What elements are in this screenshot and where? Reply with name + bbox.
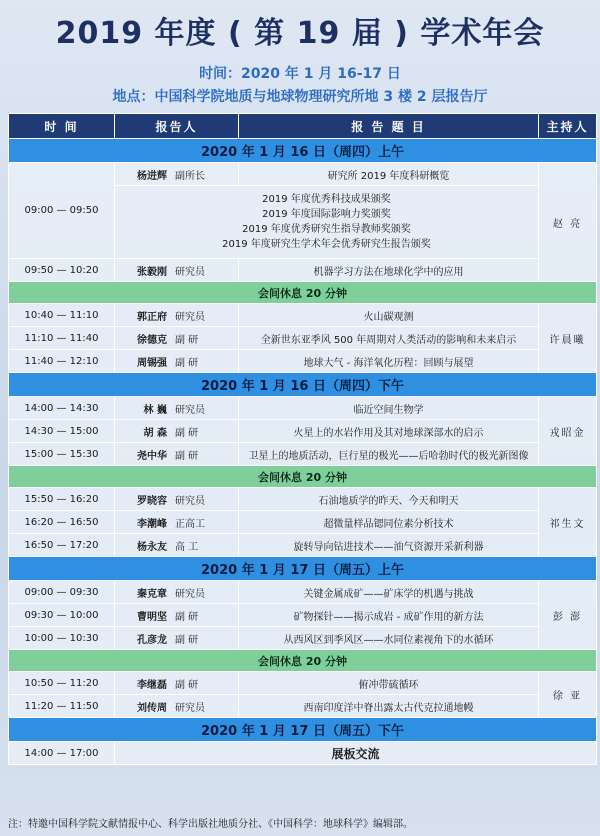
host-cell: 赵 亮 <box>539 163 597 282</box>
host-cell: 许晨曦 <box>539 304 597 373</box>
table-row <box>9 672 597 695</box>
speaker-name: 周锡强 <box>137 357 167 369</box>
speaker-rank: 研究员 <box>175 702 205 714</box>
break-row <box>9 650 597 672</box>
topic-cell: 临近空间生物学 <box>239 397 539 420</box>
topic-cell: 从西风区到季风区——水同位素视角下的水循环 <box>239 627 539 650</box>
time-cell: 15:50 — 16:20 <box>9 488 115 511</box>
time-cell: 10:00 — 10:30 <box>9 627 115 650</box>
session-header <box>9 373 597 397</box>
host-cell: 彭 澎 <box>539 581 597 650</box>
speaker-cell <box>115 581 239 604</box>
topic-cell: 矿物探针——揭示成岩 - 成矿作用的新方法 <box>239 604 539 627</box>
speaker-cell <box>115 350 239 373</box>
column-header-speaker: 报告人 <box>115 114 239 139</box>
column-header-topic: 报 告 题 目 <box>239 114 539 139</box>
topic-cell: 石油地质学的昨天、今天和明天 <box>239 488 539 511</box>
break-label: 会间休息 20 分钟 <box>9 282 597 304</box>
speaker-name: 杨永友 <box>137 541 167 553</box>
speaker-cell <box>115 695 239 718</box>
break-row <box>9 282 597 304</box>
break-row <box>9 466 597 488</box>
speaker-rank: 副 研 <box>175 357 199 369</box>
speaker-cell <box>115 259 239 282</box>
award-item: 2019 年度研究生学术年会优秀研究生报告颁奖 <box>222 239 431 250</box>
time-cell: 11:10 — 11:40 <box>9 327 115 350</box>
speaker-cell <box>115 604 239 627</box>
time-cell: 14:30 — 15:00 <box>9 420 115 443</box>
time-cell: 11:20 — 11:50 <box>9 695 115 718</box>
topic-cell: 西南印度洋中脊出露太古代克拉通地幔 <box>239 695 539 718</box>
speaker-cell <box>115 627 239 650</box>
table-row <box>9 163 597 186</box>
column-header-time: 时 间 <box>9 114 115 139</box>
awards-cell <box>115 186 539 259</box>
poster-session-cell: 展板交流 <box>115 742 597 765</box>
speaker-cell <box>115 534 239 557</box>
speaker-name: 李潮峰 <box>137 518 167 530</box>
table-row <box>9 443 597 466</box>
session-header <box>9 718 597 742</box>
topic-cell: 火星上的水岩作用及其对地球深部水的启示 <box>239 420 539 443</box>
speaker-rank: 研究员 <box>175 311 205 323</box>
speaker-rank: 研究员 <box>175 266 205 278</box>
speaker-name: 罗晓容 <box>137 495 167 507</box>
session-header <box>9 557 597 581</box>
speaker-name: 杨进辉 <box>137 170 167 182</box>
speaker-cell <box>115 511 239 534</box>
speaker-rank: 副 研 <box>175 334 199 346</box>
time-cell: 10:50 — 11:20 <box>9 672 115 695</box>
table-row <box>9 534 597 557</box>
table-row <box>9 350 597 373</box>
table-row <box>9 397 597 420</box>
topic-cell: 全新世东亚季风 500 年周期对人类活动的影响和未来启示 <box>239 327 539 350</box>
speaker-cell <box>115 397 239 420</box>
speaker-name: 郭正府 <box>137 311 167 323</box>
session-label: 2020 年 1 月 17 日（周五）上午 <box>9 557 597 581</box>
time-cell: 09:30 — 10:00 <box>9 604 115 627</box>
speaker-name: 李继磊 <box>137 679 167 691</box>
topic-cell: 关键金属成矿——矿床学的机遇与挑战 <box>239 581 539 604</box>
speaker-rank: 研究员 <box>175 495 205 507</box>
time-cell: 15:00 — 15:30 <box>9 443 115 466</box>
speaker-cell <box>115 327 239 350</box>
award-item: 2019 年度国际影响力奖颁奖 <box>262 209 391 220</box>
session-header <box>9 139 597 163</box>
topic-cell: 卫星上的地质活动，巨行星的极光——后哈勃时代的极光新图像 <box>239 443 539 466</box>
speaker-name: 张毅刚 <box>137 266 167 278</box>
table-row <box>9 259 597 282</box>
time-cell: 10:40 — 11:10 <box>9 304 115 327</box>
table-row <box>9 420 597 443</box>
table-row <box>9 627 597 650</box>
award-item: 2019 年度优秀研究生指导教师奖颁奖 <box>242 224 411 235</box>
speaker-name: 刘传周 <box>137 702 167 714</box>
topic-cell: 机器学习方法在地球化学中的应用 <box>239 259 539 282</box>
table-row <box>9 511 597 534</box>
time-cell: 09:50 — 10:20 <box>9 259 115 282</box>
table-row <box>9 742 597 765</box>
speaker-rank: 研究员 <box>175 588 205 600</box>
speaker-name: 曹明坚 <box>137 611 167 623</box>
table-row <box>9 604 597 627</box>
break-label: 会间休息 20 分钟 <box>9 650 597 672</box>
table-row <box>9 327 597 350</box>
speaker-rank: 高 工 <box>175 541 199 553</box>
speaker-cell <box>115 163 239 186</box>
topic-cell: 俯冲带硫循环 <box>239 672 539 695</box>
meeting-time: 时间：2020 年 1 月 16-17 日 <box>199 66 401 82</box>
host-cell: 戎昭金 <box>539 397 597 466</box>
session-label: 2020 年 1 月 17 日（周五）下午 <box>9 718 597 742</box>
speaker-name: 孔彦龙 <box>137 634 167 646</box>
topic-cell: 地球大气 - 海洋氧化历程：回顾与展望 <box>239 350 539 373</box>
time-cell: 14:00 — 17:00 <box>9 742 115 765</box>
table-row <box>9 304 597 327</box>
speaker-rank: 副 研 <box>175 450 199 462</box>
page-title: 2019 年度 ( 第 19 届 ) 学术年会 <box>55 16 545 51</box>
break-label: 会间休息 20 分钟 <box>9 466 597 488</box>
meeting-place: 地点：中国科学院地质与地球物理研究所地 3 楼 2 层报告厅 <box>112 89 488 105</box>
speaker-name: 尧中华 <box>137 450 167 462</box>
speaker-cell <box>115 420 239 443</box>
speaker-rank: 副 研 <box>175 634 199 646</box>
award-item: 2019 年度优秀科技成果颁奖 <box>262 194 391 205</box>
table-header-row <box>9 114 597 139</box>
speaker-cell <box>115 443 239 466</box>
speaker-cell <box>115 488 239 511</box>
session-label: 2020 年 1 月 16 日（周四）下午 <box>9 373 597 397</box>
speaker-name: 秦克章 <box>137 588 167 600</box>
table-row <box>9 581 597 604</box>
speaker-rank: 副 研 <box>175 611 199 623</box>
speaker-rank: 副 研 <box>175 679 199 691</box>
host-cell: 徐 亚 <box>539 672 597 718</box>
speaker-rank: 研究员 <box>175 404 205 416</box>
speaker-name: 林 巍 <box>143 404 167 416</box>
column-header-host: 主持人 <box>539 114 597 139</box>
time-cell: 09:00 — 09:30 <box>9 581 115 604</box>
topic-cell: 超微量样品锶同位素分析技术 <box>239 511 539 534</box>
speaker-name: 胡 森 <box>143 427 167 439</box>
speaker-rank: 副 研 <box>175 427 199 439</box>
time-cell: 09:00 — 09:50 <box>9 163 115 259</box>
time-cell: 11:40 — 12:10 <box>9 350 115 373</box>
schedule-table <box>8 113 597 765</box>
topic-cell: 研究所 2019 年度科研概览 <box>239 163 539 186</box>
time-cell: 16:20 — 16:50 <box>9 511 115 534</box>
topic-cell: 火山碳观测 <box>239 304 539 327</box>
time-cell: 14:00 — 14:30 <box>9 397 115 420</box>
speaker-cell <box>115 304 239 327</box>
speaker-rank: 副所长 <box>175 170 205 182</box>
session-label: 2020 年 1 月 16 日（周四）上午 <box>9 139 597 163</box>
footnote: 注：特邀中国科学院文献情报中心、科学出版社地质分社、《中国科学：地球科学》编辑部。 <box>8 819 413 830</box>
table-row <box>9 695 597 718</box>
speaker-rank: 正高工 <box>175 518 205 530</box>
speaker-name: 徐德克 <box>137 334 167 346</box>
host-cell: 祁生文 <box>539 488 597 557</box>
table-row <box>9 488 597 511</box>
speaker-cell <box>115 672 239 695</box>
time-cell: 16:50 — 17:20 <box>9 534 115 557</box>
topic-cell: 旋转导向钻进技术——油气资源开采新利器 <box>239 534 539 557</box>
